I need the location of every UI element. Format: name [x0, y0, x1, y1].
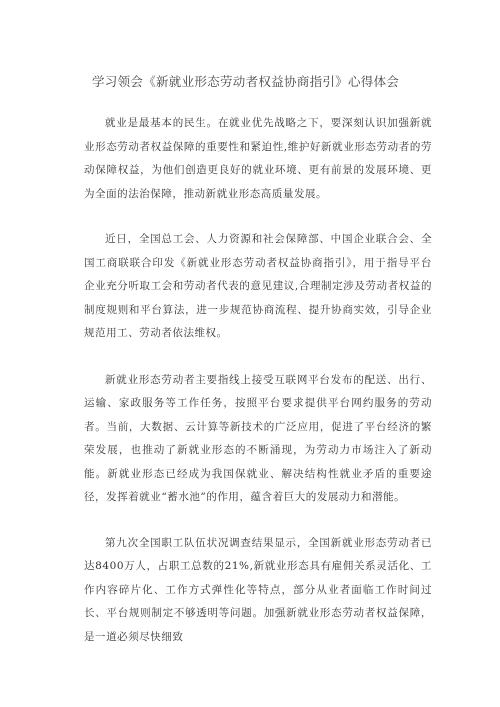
paragraph-3: 新就业形态劳动者主要指线上接受互联网平台发布的配送、出行、运输、家政服务等工作任务，按照平台要求提供平台网约服务的劳动者。当前，大数据、云计算等新技术的广泛应用，促进了平台经济的繁荣发展，也推动了新就业形态的不断涌现，为劳动力市场注入了新动能。新就业形态已经成为我国保就业、解决结构性就业矛盾的重要途径，发挥着就业“蓄水池”的作用，蕴含着巨大的发展动力和潜能。	[84, 373, 432, 503]
paragraph-1: 就业是最基本的民生。在就业优先战略之下，要深刻认识加强新就业形态劳动者权益保障的重要性和紧迫性,维护好新就业形态劳动者的劳动保障权益，为他们创造更良好的就业环境、更有前景的发展环境、更为全面的法治保障，推动新就业形态高质量发展。	[84, 117, 432, 200]
paragraph-4: 第九次全国职工队伍状况调查结果显示，全国新就业形态劳动者已达8400万人，占职工总数的21%,新就业形态具有雇佣关系灵活化、工作内容碎片化、工作方式弹性化等特点，部分从业者面临工作时间过长、平台规则制定不够透明等问题。加强新就业形态劳动者权益保障，是一道必须尽快细致	[84, 536, 432, 643]
paragraph-2: 近日，全国总工会、人力资源和社会保障部、中国企业联合会、全国工商联联合印发《新就业形态劳动者权益协商指引》，用于指导平台企业充分听取工会和劳动者代表的意见建议,合理制定涉及劳动者权益的制度规则和平台算法，进一步规范协商流程、提升协商实效，引导企业规范用工、劳动者依法维权。	[84, 233, 432, 339]
document-title: 学习领会《新就业形态劳动者权益协商指引》心得体会	[92, 74, 400, 89]
